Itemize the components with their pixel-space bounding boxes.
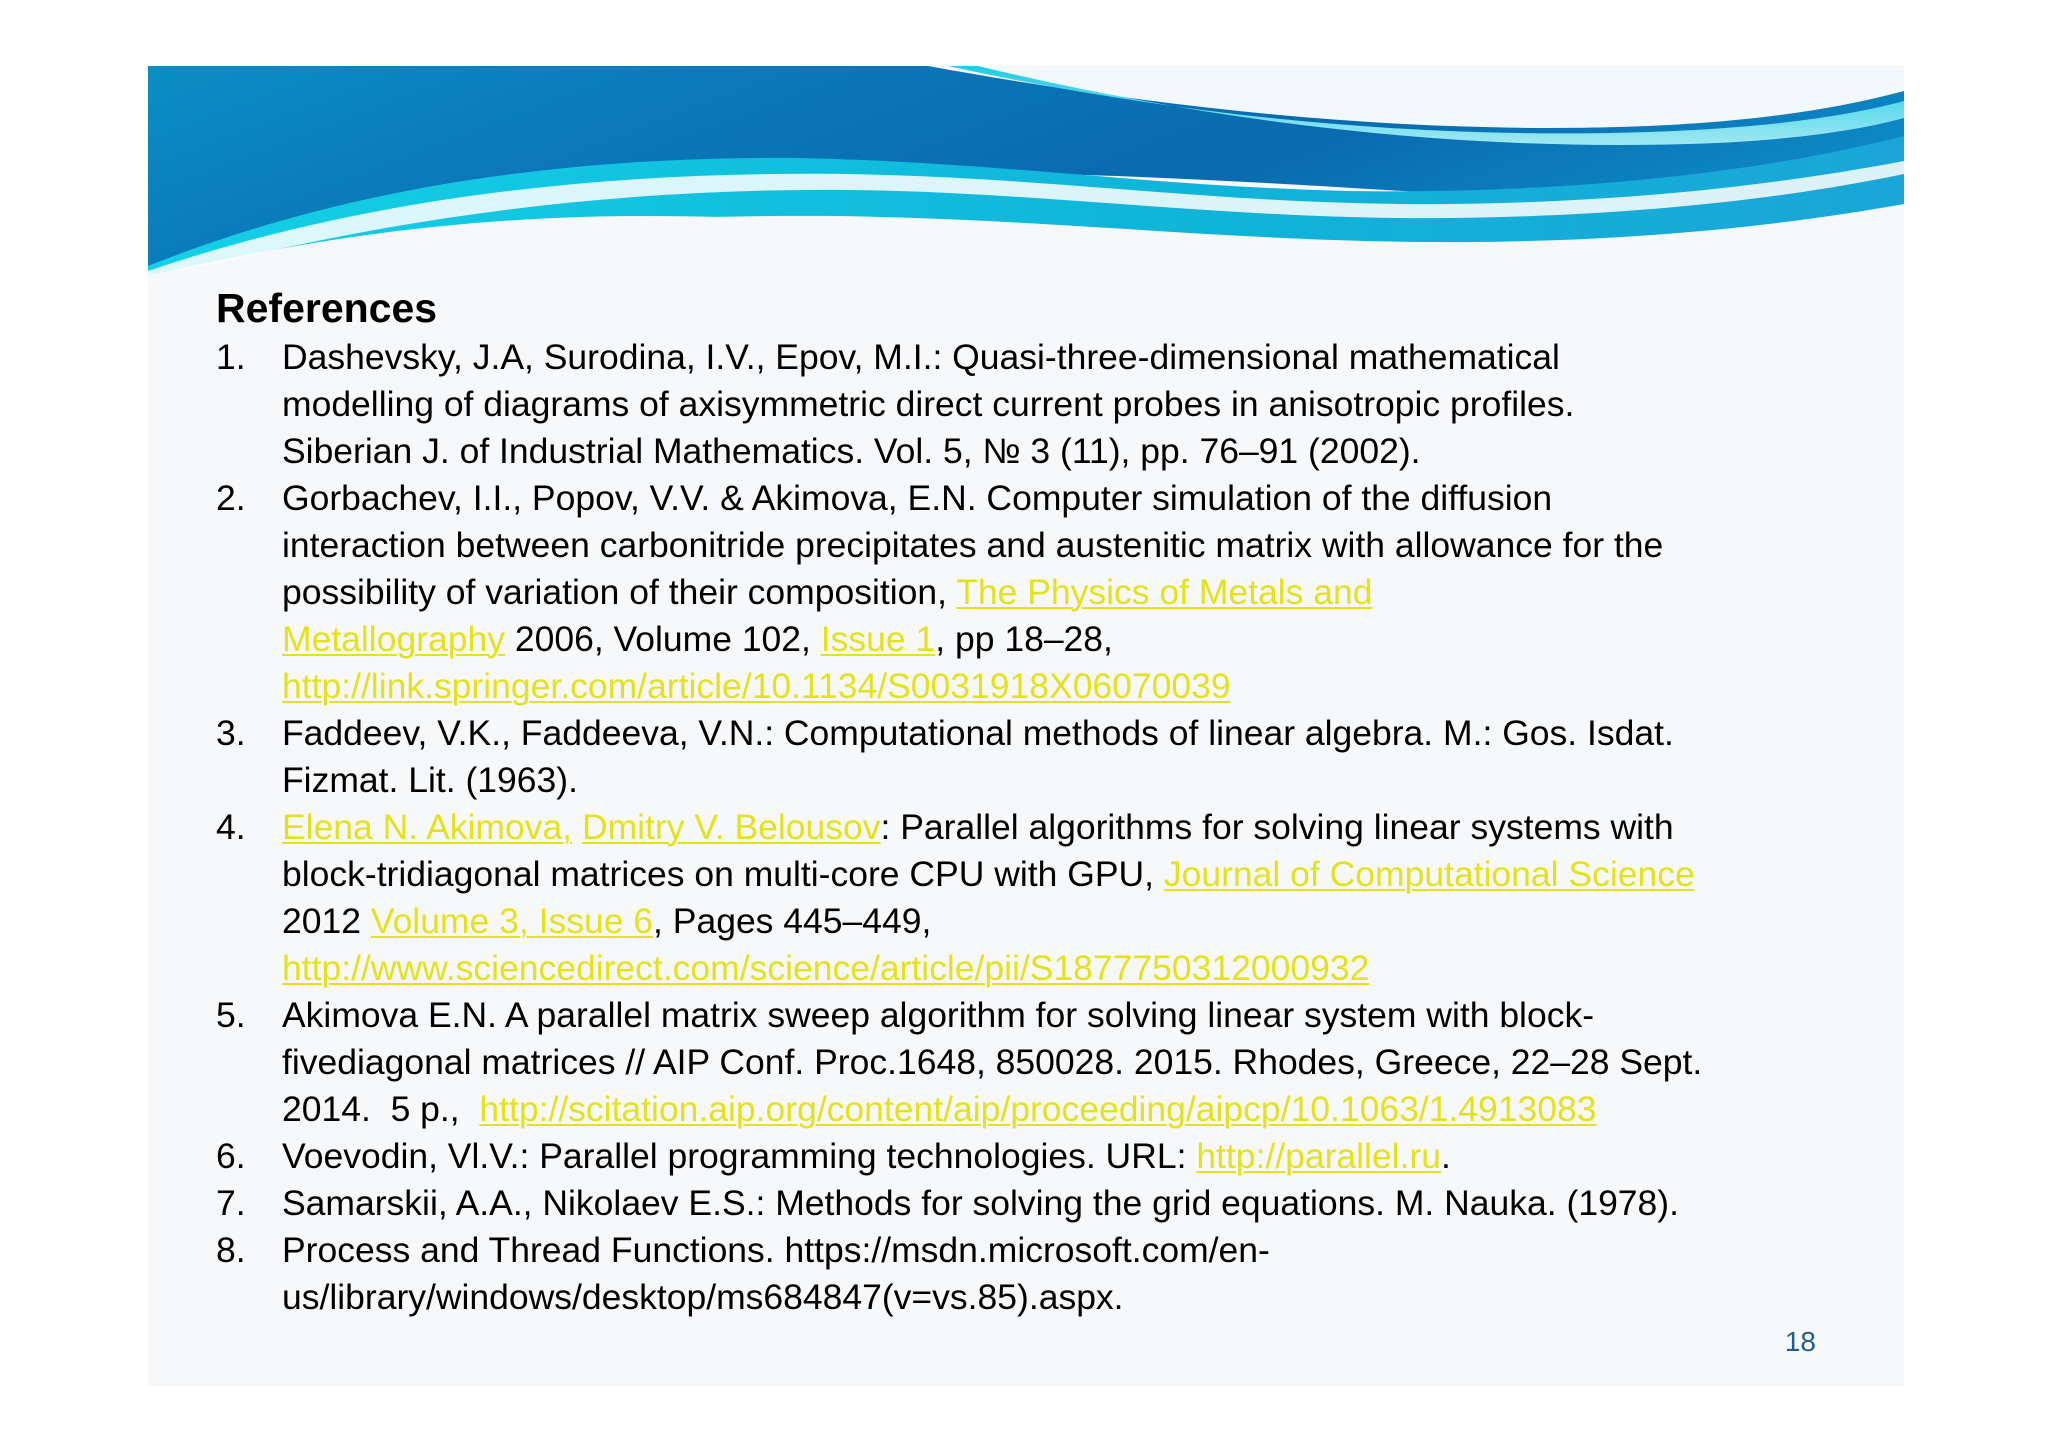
reference-item-5 (216, 992, 1862, 1133)
reference-text: possibility of variation of their composition, (282, 572, 957, 612)
references-heading: References (216, 285, 438, 331)
reference-text: Voevodin, Vl.V.: Parallel programming technologies. URL: (282, 1136, 1197, 1176)
reference-text: Fizmat. Lit. (1963). (282, 760, 578, 800)
reference-line (282, 851, 1862, 898)
reference-text: Samarskii, A.A., Nikolaev E.S.: Methods for solving the grid equations. M. Nauka. (1978). (282, 1183, 1679, 1223)
reference-text: , pp 18–28, (935, 619, 1113, 659)
reference-text: : Parallel algorithms for solving linear systems with (880, 807, 1674, 847)
reference-item-4 (216, 804, 1862, 992)
sciencedirect-url-link[interactable]: http://www.sciencedirect.com/science/article/pii/S1877750312000932 (282, 948, 1370, 988)
reference-number: 4. (216, 807, 246, 847)
reference-number: 3. (216, 713, 246, 753)
reference-text: us/library/windows/desktop/ms684847(v=vs.85).aspx. (282, 1277, 1124, 1317)
issue-link[interactable]: Issue 1 (820, 619, 936, 659)
author-link-akimova[interactable]: Elena N. Akimova, (282, 807, 573, 847)
slide (148, 66, 1904, 1386)
reference-text: 2006, Volume 102, (504, 619, 821, 659)
aip-url-link[interactable]: http://scitation.aip.org/content/aip/proceeding/aipcp/10.1063/1.4913083 (479, 1089, 1597, 1129)
reference-text: block-tridiagonal matrices on multi-core CPU with GPU, (282, 854, 1164, 894)
reference-line (282, 898, 1862, 945)
reference-line (282, 1086, 1862, 1133)
reference-item-7 (216, 1180, 1862, 1227)
references-content (216, 284, 1866, 1321)
header-wave-banner (148, 66, 1904, 276)
reference-number: 6. (216, 1136, 246, 1176)
journal-link-physics-metals[interactable]: The Physics of Metals and (956, 572, 1373, 612)
reference-text: . (1441, 1136, 1451, 1176)
springer-url-link[interactable]: http://link.springer.com/article/10.1134/S0031918X06070039 (282, 666, 1231, 706)
reference-text: Gorbachev, I.I., Popov, V.V. & Akimova, E.N. Computer simulation of the diffusion (282, 478, 1553, 518)
page-number: 18 (1784, 1326, 1816, 1357)
reference-number: 1. (216, 337, 246, 377)
reference-line (282, 616, 1862, 663)
journal-link-metallography[interactable]: Metallography (282, 619, 505, 659)
reference-text: 2014. 5 p., (282, 1089, 480, 1129)
reference-text: fivediagonal matrices // AIP Conf. Proc.1648, 850028. 2015. Rhodes, Greece, 22–28 Sept. (282, 1042, 1703, 1082)
reference-text: Dashevsky, J.A, Surodina, I.V., Epov, M.I.: Quasi-three-dimensional mathematical (282, 337, 1560, 377)
reference-line (282, 1133, 1862, 1180)
reference-text: modelling of diagrams of axisymmetric direct current probes in anisotropic profiles. (282, 384, 1575, 424)
reference-text: interaction between carbonitride precipitates and austenitic matrix with allowance for the (282, 525, 1664, 565)
reference-line (282, 663, 1862, 710)
reference-item-8 (216, 1227, 1862, 1321)
reference-line (282, 804, 1862, 851)
reference-text: 2012 (282, 901, 371, 941)
references-list (216, 334, 1866, 1321)
author-link-belousov[interactable]: Dmitry V. Belousov (581, 807, 881, 847)
reference-number: 7. (216, 1183, 246, 1223)
reference-text: , Pages 445–449, (653, 901, 932, 941)
reference-text: Akimova E.N. A parallel matrix sweep algorithm for solving linear system with block- (282, 995, 1595, 1035)
reference-item-6 (216, 1133, 1862, 1180)
parallel-ru-link[interactable]: http://parallel.ru (1196, 1136, 1441, 1176)
reference-item-2 (216, 475, 1862, 710)
volume-issue-link[interactable]: Volume 3, Issue 6 (370, 901, 654, 941)
reference-item-3 (216, 710, 1862, 804)
reference-number: 2. (216, 478, 246, 518)
reference-text: Faddeev, V.K., Faddeeva, V.N.: Computational methods of linear algebra. M.: Gos. Isdat. (282, 713, 1674, 753)
reference-text: Process and Thread Functions. https://msdn.microsoft.com/en- (282, 1230, 1270, 1270)
reference-number: 5. (216, 995, 246, 1035)
journal-link-computational-science[interactable]: Journal of Computational Science (1163, 854, 1695, 894)
reference-item-1 (216, 334, 1862, 475)
reference-line (282, 569, 1862, 616)
reference-line (282, 945, 1862, 992)
reference-text: Siberian J. of Industrial Mathematics. Vol. 5, № 3 (11), pp. 76–91 (2002). (282, 431, 1421, 471)
reference-number: 8. (216, 1230, 246, 1270)
